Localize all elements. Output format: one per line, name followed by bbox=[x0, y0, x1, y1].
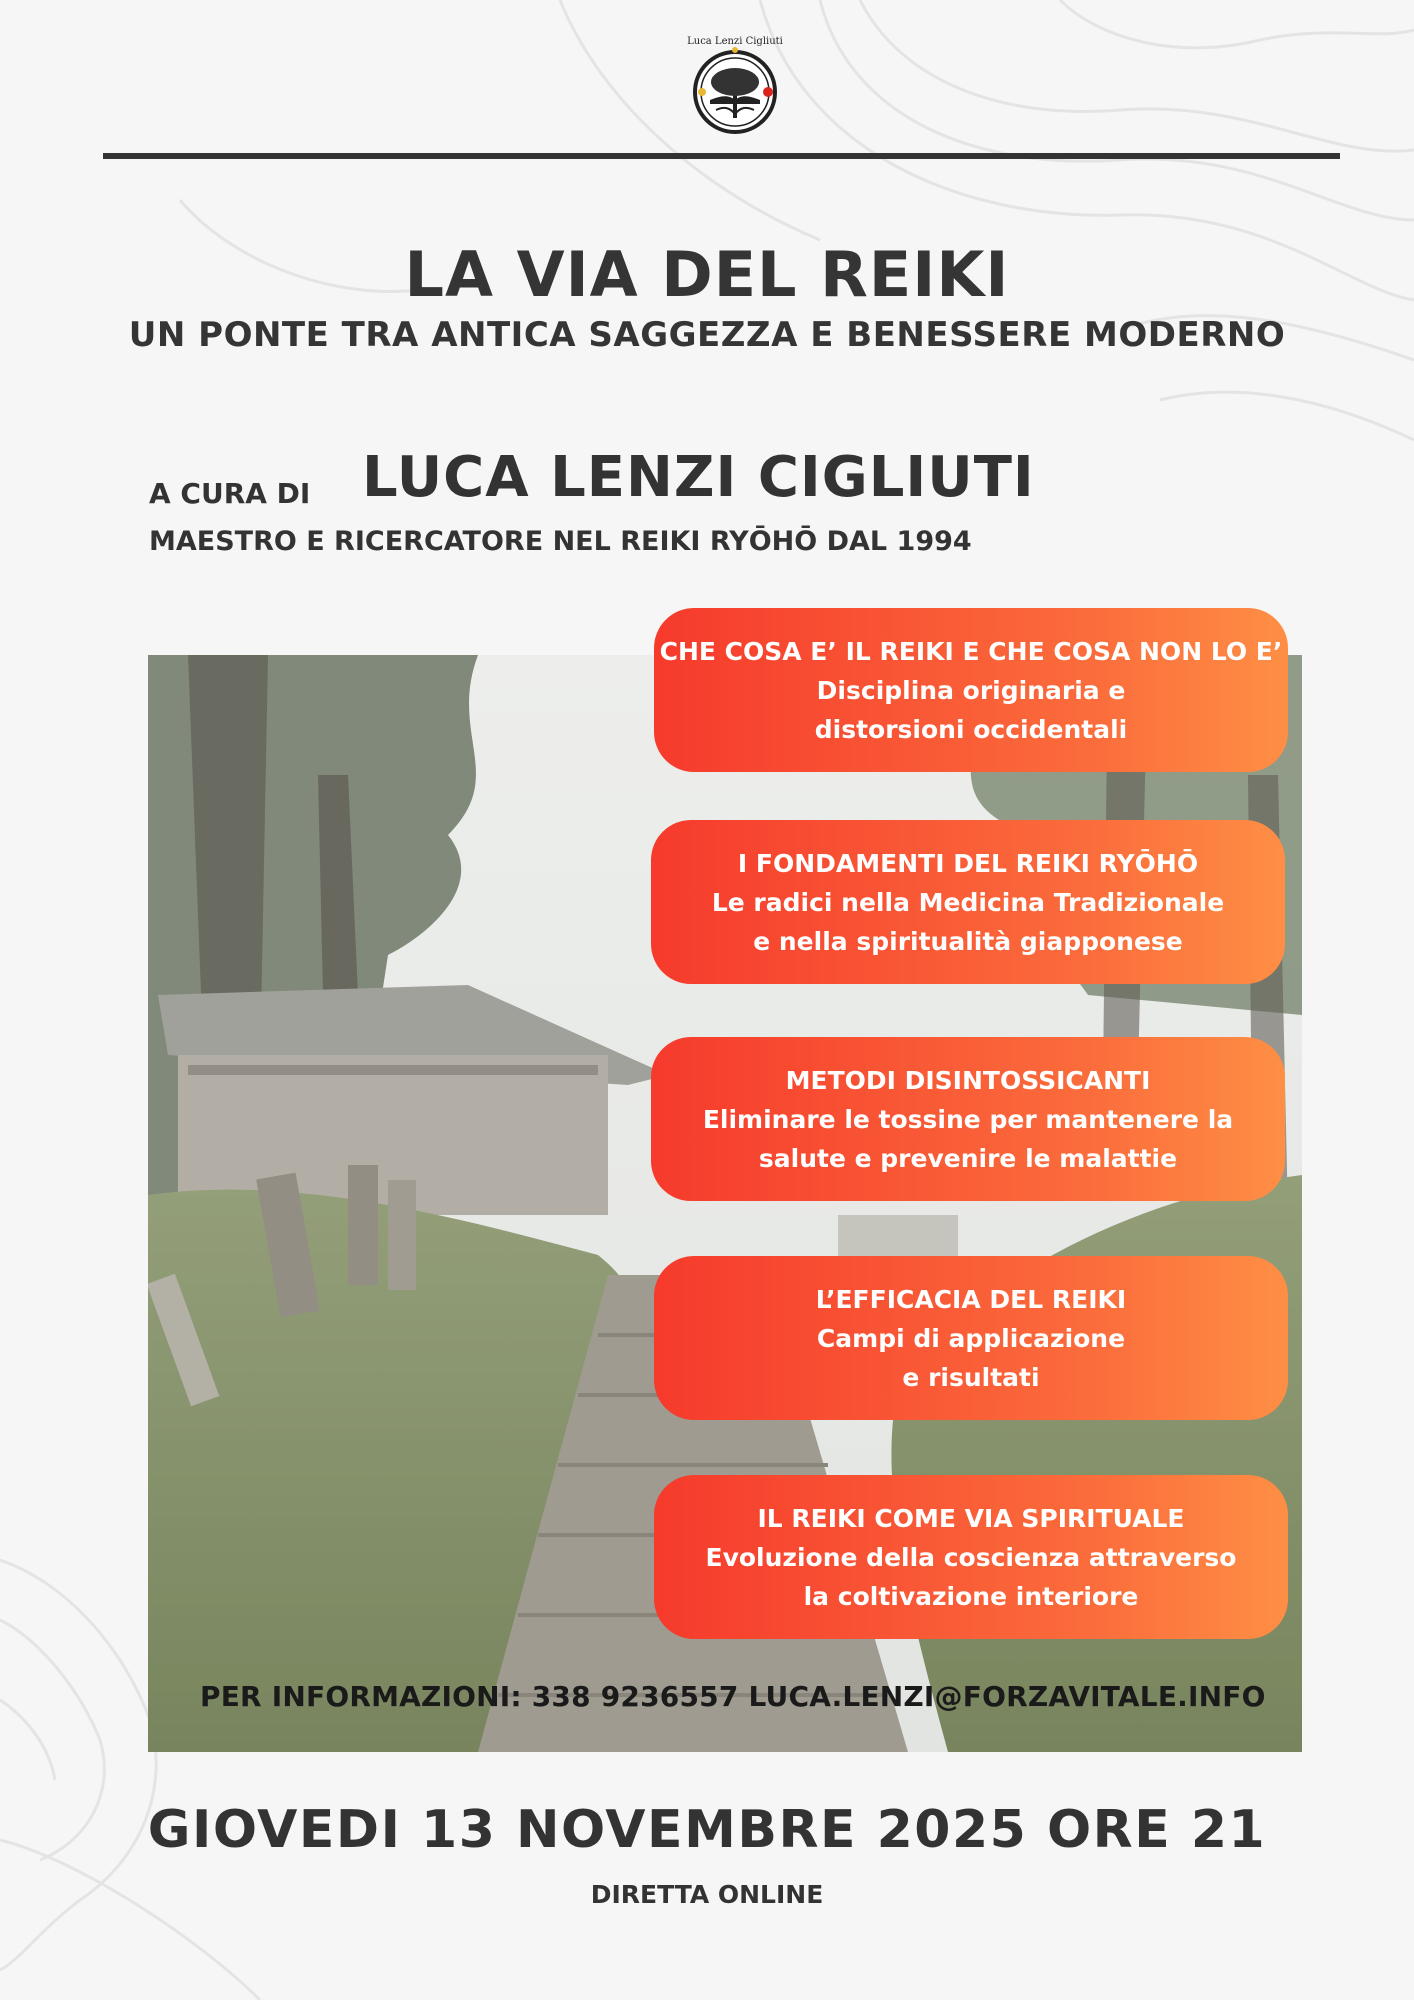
page-subtitle: UN PONTE TRA ANTICA SAGGEZZA E BENESSERE MODERNO bbox=[128, 315, 1286, 355]
author-name: LUCA LENZI CIGLIUTI bbox=[362, 445, 1035, 510]
topic-heading: IL REIKI COME VIA SPIRITUALE bbox=[757, 1503, 1185, 1533]
topic-pill-3 bbox=[651, 1037, 1285, 1201]
topic-pill-2 bbox=[651, 820, 1285, 984]
brand-logo bbox=[680, 30, 790, 140]
topic-line: salute e prevenire le malattie bbox=[758, 1143, 1178, 1173]
topic-line: e risultati bbox=[902, 1362, 1040, 1392]
event-date: GIOVEDI 13 NOVEMBRE 2025 ORE 21 bbox=[147, 1800, 1267, 1860]
topic-heading: METODI DISINTOSSICANTI bbox=[785, 1065, 1151, 1095]
topic-line: Le radici nella Medicina Tradizionale bbox=[711, 887, 1225, 917]
topic-pill-4 bbox=[654, 1256, 1288, 1420]
topic-line: distorsioni occidentali bbox=[814, 714, 1128, 744]
topic-line: Campi di applicazione bbox=[816, 1323, 1126, 1353]
topic-line: e nella spiritualità giapponese bbox=[753, 926, 1183, 956]
event-mode: DIRETTA ONLINE bbox=[590, 1880, 824, 1909]
logo-text: Luca Lenzi Cigliuti bbox=[687, 36, 783, 47]
topic-heading: CHE COSA E’ IL REIKI E CHE COSA NON LO E’ bbox=[659, 636, 1283, 666]
page-title: LA VIA DEL REIKI bbox=[404, 238, 1010, 311]
topic-line: la coltivazione interiore bbox=[803, 1581, 1139, 1611]
topic-pill-5 bbox=[654, 1475, 1288, 1639]
topic-line: Disciplina originaria e bbox=[816, 675, 1126, 705]
topic-heading: I FONDAMENTI DEL REIKI RYŌHŌ bbox=[737, 848, 1199, 878]
author-label: A CURA DI bbox=[149, 477, 311, 510]
topic-line: Evoluzione della coscienza attraverso bbox=[705, 1542, 1237, 1572]
contact-info: PER INFORMAZIONI: 338 9236557 LUCA.LENZI@FORZAVITALE.INFO bbox=[200, 1680, 1266, 1713]
topic-pill-1 bbox=[654, 608, 1288, 772]
topic-line: Eliminare le tossine per mantenere la bbox=[702, 1104, 1234, 1134]
topic-heading: L’EFFICACIA DEL REIKI bbox=[815, 1284, 1127, 1314]
header-divider bbox=[103, 153, 1340, 159]
author-role: MAESTRO E RICERCATORE NEL REIKI RYŌHŌ DAL 1994 bbox=[149, 526, 972, 557]
